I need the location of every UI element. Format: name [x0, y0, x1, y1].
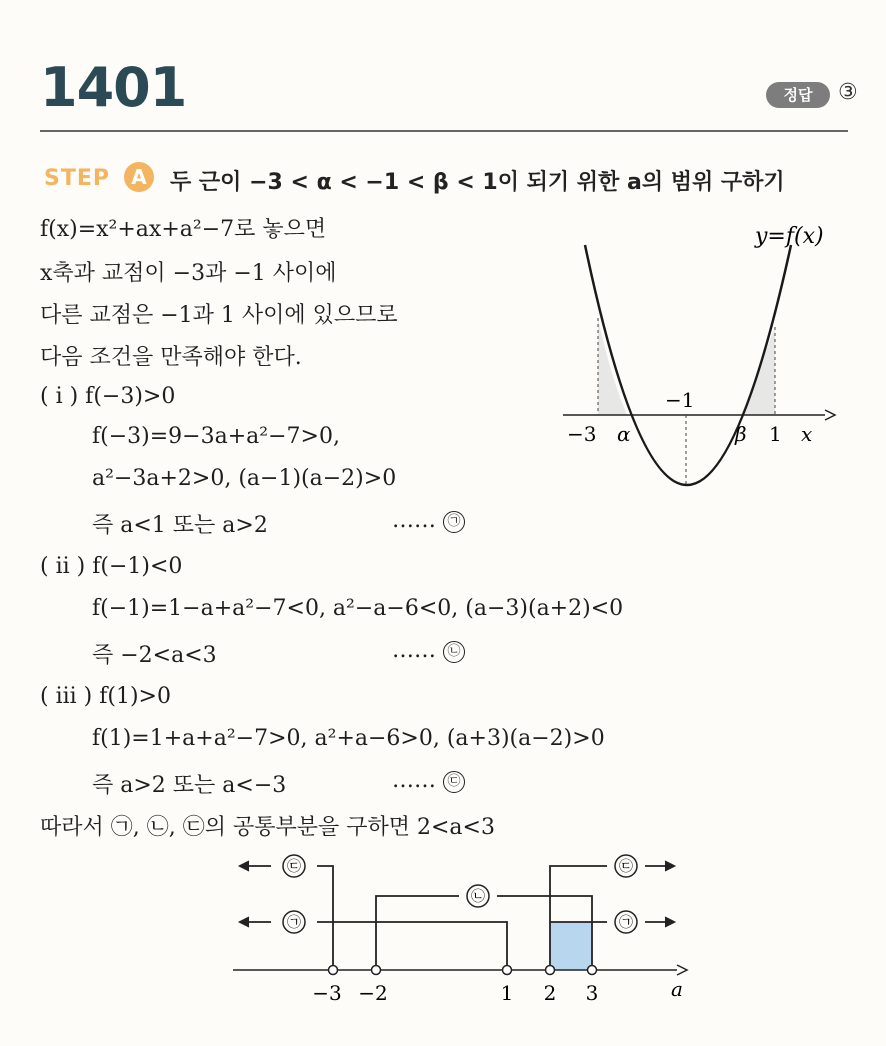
answer-badge: 정답 [766, 82, 830, 108]
point-1 [503, 966, 512, 975]
tick-1: 1 [769, 422, 782, 446]
solution-line: 다음 조건을 만족해야 한다. [40, 345, 302, 370]
tick-neg3: −3 [567, 422, 597, 446]
point-neg3 [329, 966, 338, 975]
shade-left [598, 318, 627, 415]
point-3 [588, 966, 597, 975]
condition-heading: ( i ) f(−3)>0 [40, 384, 176, 409]
tick-neg1: −1 [665, 388, 695, 412]
solution-line: 즉 a>2 또는 a<−3 [92, 773, 287, 798]
region-label-3-right: ㉢ [619, 859, 633, 875]
solution-line: f(x)=x²+ax+a²−7로 놓으면 [40, 217, 327, 242]
dots: …… [392, 508, 436, 533]
mark-2: ㉡ [443, 641, 465, 663]
point-label-3: 3 [585, 981, 599, 1005]
point-label-1: 1 [500, 981, 514, 1005]
tick-alpha: α [617, 422, 631, 446]
region-label-1-left: ㉠ [287, 915, 301, 931]
dots: …… [392, 638, 436, 663]
conclusion-line: 따라서 ㉠, ㉡, ㉢의 공통부분을 구하면 2<a<3 [40, 815, 495, 840]
condition-heading: ( iii ) f(1)>0 [40, 684, 171, 709]
point-neg2 [372, 966, 381, 975]
curve-label: y=f(x) [755, 224, 824, 249]
solution-line: 즉 a<1 또는 a>2 [92, 513, 268, 538]
result-tag [392, 638, 465, 663]
number-line-diagram [225, 850, 705, 1015]
region-1-left [317, 922, 507, 970]
point-label-neg2: −2 [358, 981, 388, 1005]
parabola-curve [585, 245, 791, 485]
parabola-graph [555, 215, 850, 495]
solution-line: f(1)=1+a+a²−7>0, a²+a−6>0, (a+3)(a−2)>0 [92, 726, 605, 751]
answer-value: ③ [838, 80, 858, 105]
a-axis-label: a [671, 977, 683, 1001]
mark-1: ㉠ [443, 511, 465, 533]
solution-line: 즉 −2<a<3 [92, 643, 217, 668]
step-letter-badge: A [124, 162, 154, 192]
solution-region [550, 922, 592, 970]
x-axis-label: x [801, 422, 813, 446]
region-label-3-left: ㉢ [287, 859, 301, 875]
step-title: 두 근이 −3 < α < −1 < β < 1이 되기 위한 a의 범위 구하기 [170, 170, 785, 195]
point-label-2: 2 [543, 981, 557, 1005]
solution-line: x축과 교점이 −3과 −1 사이에 [40, 261, 337, 286]
mark-3: ㉢ [443, 771, 465, 793]
region-3-left [317, 866, 333, 970]
problem-number: 1401 [40, 56, 187, 119]
region-label-1-right: ㉠ [619, 915, 633, 931]
solution-line: f(−3)=9−3a+a²−7>0, [92, 424, 340, 449]
solution-line: f(−1)=1−a+a²−7<0, a²−a−6<0, (a−3)(a+2)<0 [92, 596, 624, 621]
result-tag [392, 768, 465, 793]
condition-heading: ( ii ) f(−1)<0 [40, 554, 183, 579]
tick-beta: β [735, 422, 747, 446]
solution-line: 다른 교점은 −1과 1 사이에 있으므로 [40, 303, 398, 328]
point-label-neg3: −3 [312, 981, 342, 1005]
result-tag [392, 508, 465, 533]
x-axis-arrow [825, 410, 835, 420]
solution-line: a²−3a+2>0, (a−1)(a−2)>0 [92, 466, 397, 491]
point-2 [546, 966, 555, 975]
a-axis-arrow [677, 965, 687, 975]
region-2-left [376, 896, 459, 970]
header-divider [40, 130, 848, 132]
region-label-2: ㉡ [471, 889, 485, 905]
dots: …… [392, 768, 436, 793]
step-label: STEP [44, 166, 111, 191]
